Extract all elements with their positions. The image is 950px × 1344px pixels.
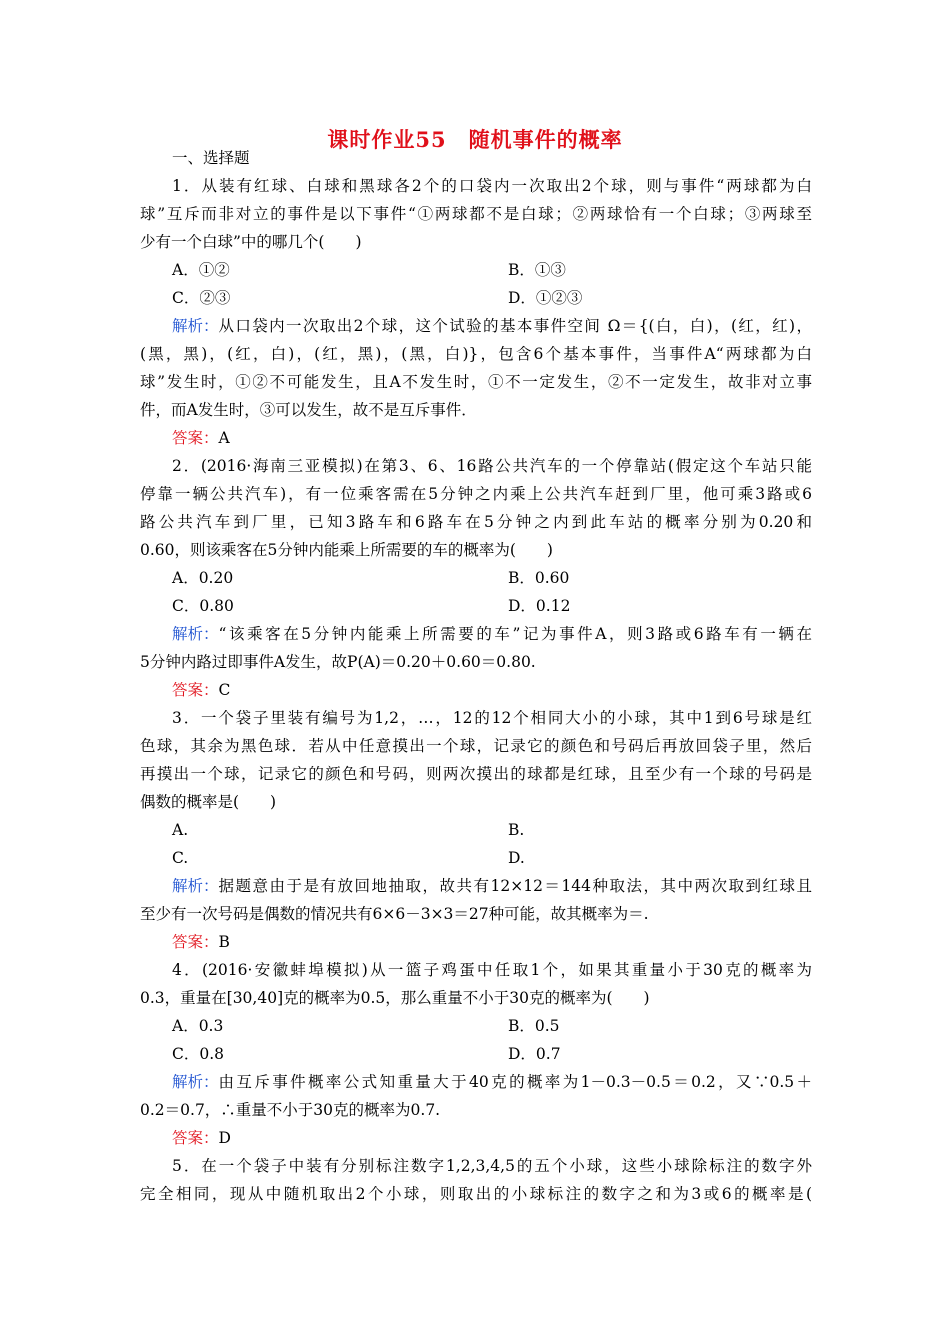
answer-label: 答案：: [172, 429, 219, 447]
q4-option-c: C．0.8: [172, 1045, 225, 1063]
answer-label: 答案：: [172, 933, 219, 951]
q1-option-d: D．①②③: [508, 289, 583, 307]
q3-line-1: 3．一个袋子里装有编号为1,2，…，12的12个相同大小的小球，其中1到6号球是红: [172, 709, 812, 727]
q4-option-b: B．0.5: [508, 1017, 560, 1035]
q2-line-3: 路公共汽车到厂里，已知3路车和6路车在5分钟之内到此车站的概率分别为0.20和: [140, 513, 812, 531]
q1-option-a: A．①②: [172, 261, 230, 279]
q3-line-3: 再摸出一个球，记录它的颜色和号码，则两次摸出的球都是红球，且至少有一个球的号码是: [140, 765, 812, 783]
q4-line-2: 0.3，重量在[30,40]克的概率为0.5，那么重量不小于30克的概率为( ): [140, 989, 650, 1007]
q4-analysis-text-1: 由互斥事件概率公式知重量大于40克的概率为1－0.3－0.5＝0.2，又∵0.5＋: [218, 1073, 812, 1091]
q1-line-1: 1．从装有红球、白球和黑球各2个的口袋内一次取出2个球，则与事件“两球都为白: [172, 177, 812, 195]
q2-option-a: A．0.20: [172, 569, 234, 587]
q1-option-b: B．①③: [508, 261, 566, 279]
q3-analysis-line-1: [172, 876, 812, 898]
answer-label: 答案：: [172, 1129, 219, 1147]
analysis-label: 解析：: [172, 1073, 219, 1091]
q2-analysis-text-1: “该乘客在5分钟内能乘上所需要的车”记为事件A，则3路或6路车有一辆在: [218, 625, 812, 643]
q3-analysis-line-2: 至少有一次号码是偶数的情况共有6×6－3×3＝27种可能，故其概率为＝.: [140, 905, 649, 923]
q1-answer: [172, 428, 230, 450]
q1-line-2: 球”互斥而非对立的事件是以下事件“①两球都不是白球；②两球恰有一个白球；③两球至: [140, 205, 812, 223]
q3-answer: [172, 932, 230, 954]
answer-label: 答案：: [172, 681, 219, 699]
q2-analysis-line-2: 5分钟内路过即事件A发生，故P(A)＝0.20＋0.60＝0.80.: [140, 653, 536, 671]
q4-answer-value: D: [218, 1129, 231, 1147]
q4-line-1: 4．(2016·安徽蚌埠模拟)从一篮子鸡蛋中任取1个，如果其重量小于30克的概率为: [172, 961, 812, 979]
q1-analysis-line-4: 件，而A发生时，③可以发生，故不是互斥事件．: [140, 401, 477, 419]
q1-answer-value: A: [218, 429, 230, 447]
q2-answer-value: C: [218, 681, 231, 699]
q4-analysis-line-2: 0.2＝0.7，∴重量不小于30克的概率为0.7.: [140, 1101, 441, 1119]
q2-line-2: 停靠一辆公共汽车)，有一位乘客需在5分钟之内乘上公共汽车赶到厂里，他可乘3路或6: [140, 485, 812, 503]
q5-line-1: 5．在一个袋子中装有分别标注数字1,2,3,4,5的五个小球，这些小球除标注的数字外: [172, 1157, 812, 1175]
q3-answer-value: B: [218, 933, 230, 951]
q1-analysis-line-2: (黑，黑)，(红，白)，(红，黑)，(黑，白)}，包含6个基本事件，当事件A“两球都为白: [140, 345, 812, 363]
q2-option-b: B．0.60: [508, 569, 570, 587]
q2-option-d: D．0.12: [508, 597, 571, 615]
q4-answer: [172, 1128, 231, 1150]
q1-analysis-line-3: 球”发生时，①②不可能发生，且A不发生时，①不一定发生，②不一定发生，故非对立事: [140, 373, 812, 391]
q3-option-c: C.: [172, 849, 189, 867]
q2-option-c: C．0.80: [172, 597, 234, 615]
q3-option-d: D.: [508, 849, 525, 867]
q2-line-1: 2．(2016·海南三亚模拟)在第3、6、16路公共汽车的一个停靠站(假定这个车站只能: [172, 457, 812, 475]
q1-option-c: C．②③: [172, 289, 231, 307]
page-title: 课时作业55 随机事件的概率: [327, 127, 623, 152]
q1-analysis-text-1: 从口袋内一次取出2个球，这个试验的基本事件空间 Ω＝{(白，白)，(红，红)，: [218, 317, 812, 335]
q3-line-2: 色球，其余为黑色球．若从中任意摸出一个球，记录它的颜色和号码后再放回袋子里，然后: [140, 737, 812, 755]
q5-line-2: 完全相同，现从中随机取出2个小球，则取出的小球标注的数字之和为3或6的概率是(: [140, 1185, 812, 1203]
q3-analysis-text-1: 据题意由于是有放回地抽取，故共有12×12＝144种取法，其中两次取到红球且: [218, 877, 812, 895]
analysis-label: 解析：: [172, 317, 219, 335]
analysis-label: 解析：: [172, 625, 219, 643]
q1-line-3: 少有一个白球”中的哪几个( ): [140, 233, 362, 251]
q4-option-d: D．0.7: [508, 1045, 561, 1063]
q4-analysis-line-1: [172, 1072, 812, 1094]
q1-analysis-line-1: [172, 316, 812, 338]
section-heading: 一、选择题: [172, 149, 250, 167]
q2-answer: [172, 680, 230, 702]
q4-option-a: A．0.3: [172, 1017, 224, 1035]
q2-line-4: 0.60，则该乘客在5分钟内能乘上所需要的车的概率为( ): [140, 541, 553, 559]
q3-option-a: A.: [172, 821, 189, 839]
q2-analysis-line-1: [172, 624, 812, 646]
q3-option-b: B.: [508, 821, 525, 839]
q3-line-4: 偶数的概率是( ): [140, 793, 277, 811]
analysis-label: 解析：: [172, 877, 219, 895]
